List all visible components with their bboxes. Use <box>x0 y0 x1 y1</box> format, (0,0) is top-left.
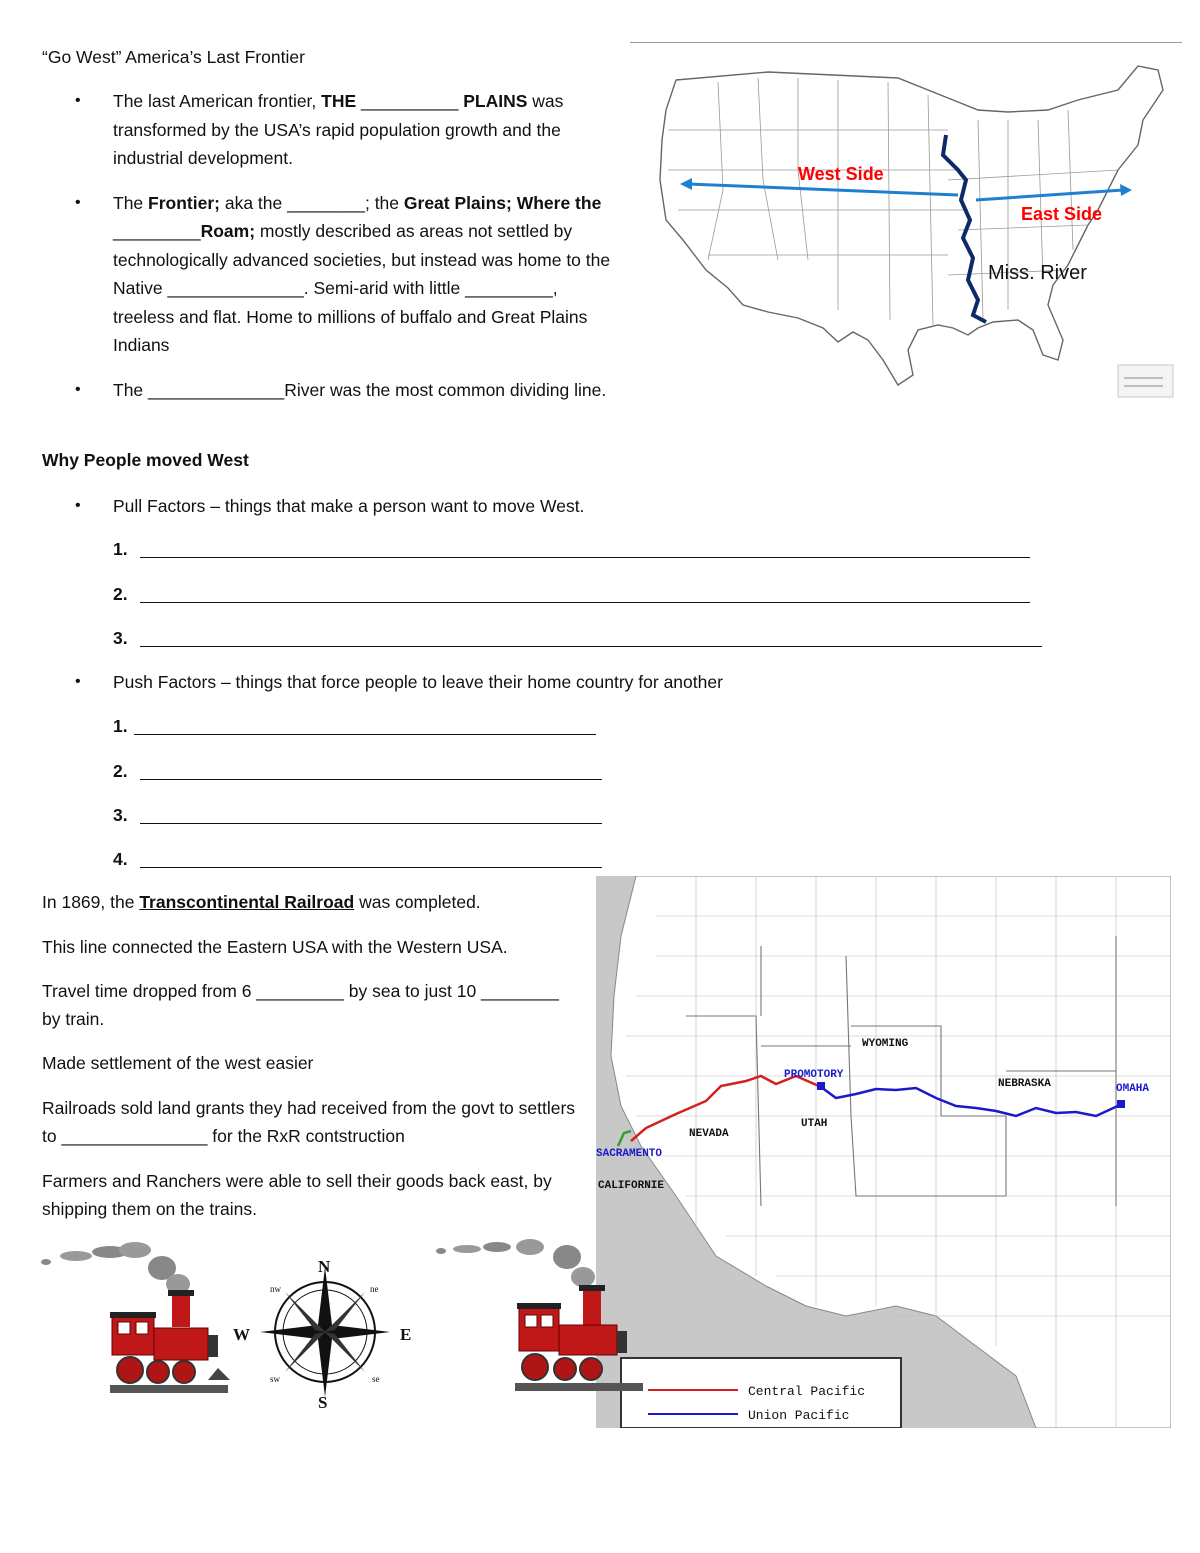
text-bold: Great Plains; Where the <box>403 192 602 213</box>
page-title: “Go West” America’s Last Frontier <box>42 47 305 67</box>
blank: __________ <box>356 91 464 111</box>
text: Push Factors – things that force people to leave their home country for another <box>113 672 723 692</box>
utah-label: UTAH <box>801 1118 828 1130</box>
text: The <box>113 192 149 213</box>
push-line-1[interactable] <box>134 734 596 735</box>
omaha-label: OMAHA <box>1116 1083 1150 1095</box>
compass-n: N <box>318 1257 331 1276</box>
rr-travel-time: Travel time dropped from 6 _________ by sea to just 10 ________ by train. <box>42 981 559 1029</box>
legend-union-label: Union Pacific <box>748 1408 850 1423</box>
rr-land-grants: Railroads sold land grants they had received from the govt to settlers to _______________ for the RxR contstruction <box>42 1098 576 1146</box>
compass-ne: ne <box>370 1284 379 1294</box>
legend-central-label: Central Pacific <box>748 1384 866 1399</box>
wyoming-label: WYOMING <box>862 1038 909 1050</box>
pull-line-3[interactable] <box>140 646 1042 647</box>
push-factors <box>42 668 942 697</box>
pull-factors <box>42 492 942 521</box>
text: The last American frontier, <box>113 91 322 111</box>
rr-settlement: Made settlement of the west easier <box>42 1053 314 1073</box>
text-bold: Frontier; <box>148 192 220 213</box>
railroad-map <box>596 876 1171 1428</box>
why-heading: Why People moved West <box>42 450 249 470</box>
nebraska-label: NEBRASKA <box>998 1078 1051 1090</box>
push-num-3: 3. <box>113 805 128 825</box>
bullet-dot: • <box>75 497 81 514</box>
bullet-plains <box>42 87 617 173</box>
blank: _________ <box>113 221 201 241</box>
railroad-term: Transcontinental Railroad <box>139 892 355 912</box>
scale-box <box>1118 365 1173 397</box>
pull-line-1[interactable] <box>140 557 1030 558</box>
push-bullet <box>42 668 942 697</box>
usa-outline <box>660 66 1163 385</box>
rr-completed <box>42 888 587 916</box>
pull-bullet <box>42 492 942 521</box>
compass-e: E <box>400 1325 412 1344</box>
promontory-marker <box>817 1082 825 1090</box>
pull-num-2: 2. <box>113 584 128 604</box>
sacramento-label: SACRAMENTO <box>596 1148 663 1160</box>
push-line-4[interactable] <box>140 867 602 868</box>
text-bold: Roam; <box>200 221 256 241</box>
frontier-bullets <box>42 87 617 404</box>
push-line-3[interactable] <box>140 823 602 824</box>
bullet-dot: • <box>75 92 81 109</box>
bullet-frontier <box>42 189 617 360</box>
bullet-dot: • <box>75 193 81 211</box>
text-bold: PLAINS <box>463 91 528 111</box>
compass-s: S <box>318 1393 328 1412</box>
train-left-icon <box>40 1240 235 1400</box>
east-arrowhead <box>1120 184 1132 196</box>
east-side-label: East Side <box>1021 204 1103 224</box>
push-num-2: 2. <box>113 761 128 781</box>
text-bold: THE <box>321 91 357 111</box>
text: Pull Factors – things that make a person want to move West. <box>113 496 585 516</box>
push-num-1: 1. <box>113 716 128 736</box>
pull-line-2[interactable] <box>140 602 1030 603</box>
text: was transformed by the USA’s rapid population growth and the industrial development. <box>113 91 564 168</box>
compass-nw: nw <box>270 1284 281 1294</box>
compass-rose-icon <box>230 1252 425 1412</box>
train-right-icon <box>435 1235 645 1400</box>
push-num-4: 4. <box>113 849 128 869</box>
bullet-dot: • <box>75 673 81 690</box>
omaha-marker <box>1117 1100 1125 1108</box>
promontory-label: PROMOTORY <box>784 1069 844 1081</box>
text: The ______________River was the most common dividing line. <box>113 379 607 400</box>
bullet-dot: • <box>75 380 81 398</box>
rr-farmers: Farmers and Ranchers were able to sell their goods back east, by shipping them on the trains. <box>42 1171 552 1219</box>
header-rule <box>630 42 1182 43</box>
miss-river-label: Miss. River <box>988 262 1087 284</box>
compass-sw: sw <box>270 1374 281 1384</box>
west-side-label: West Side <box>798 164 884 184</box>
text: In 1869, the <box>42 892 140 912</box>
nevada-label: NEVADA <box>689 1128 729 1140</box>
text: was completed. <box>354 892 481 912</box>
text: mostly described as areas not settled by technologically advanced societies, but instead was home to the Native ______________. Semi-arid with little _________, treeless and flat. Home to millions of buffalo and Great Plains Indians <box>113 221 611 355</box>
usa-river-map <box>648 60 1183 405</box>
bullet-river <box>42 376 617 405</box>
compass-se: se <box>372 1374 380 1384</box>
pull-num-3: 3. <box>113 628 128 648</box>
text: aka the ________; the <box>219 192 404 213</box>
push-line-2[interactable] <box>140 779 602 780</box>
pull-num-1: 1. <box>113 539 128 559</box>
california-label: CALIFORNIE <box>598 1180 665 1192</box>
compass-w: W <box>233 1325 250 1344</box>
rr-connected: This line connected the Eastern USA with the Western USA. <box>42 937 508 957</box>
